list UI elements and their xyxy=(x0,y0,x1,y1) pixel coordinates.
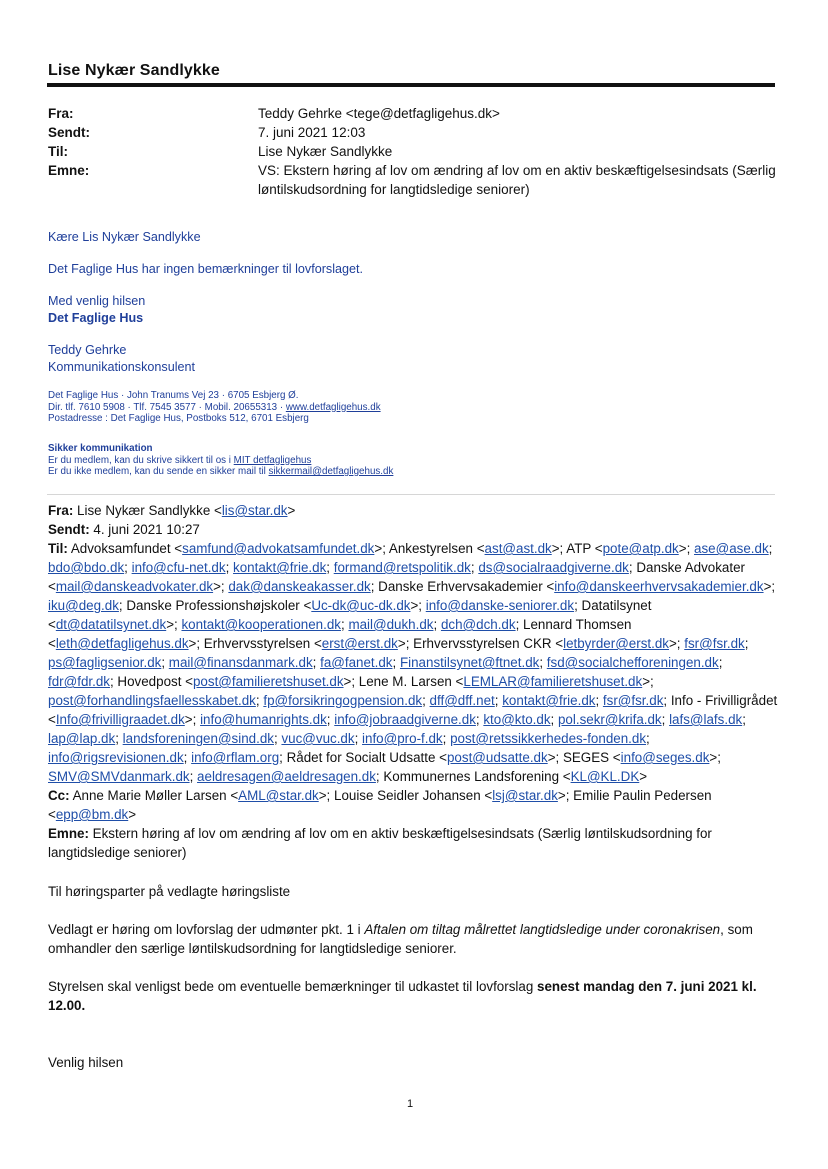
email-link[interactable]: info@jobraadgiverne.dk xyxy=(334,712,476,727)
recipient-text: ; Rådet for Socialt Udsatte < xyxy=(279,750,447,765)
orig-to-label: Til: xyxy=(48,541,68,556)
recipient-text: ; xyxy=(124,560,132,575)
original-message xyxy=(48,501,778,1072)
para-3-text: Styrelsen skal venligst bede om eventuelle bemærkninger til udkastet til lovforslag xyxy=(48,979,538,994)
subject-label: Emne: xyxy=(48,163,90,178)
secure-communication xyxy=(48,443,393,478)
email-link[interactable]: info@seges.dk xyxy=(620,750,710,765)
recipient-text: >; xyxy=(213,579,229,594)
sent-label: Sendt: xyxy=(48,125,90,140)
signature-address xyxy=(48,390,381,425)
email-link[interactable]: mail@dukh.dk xyxy=(348,617,434,632)
recipient-text: ; xyxy=(312,655,321,670)
recipient-text: ; xyxy=(442,731,451,746)
email-link[interactable]: post@familieretshuset.dk xyxy=(192,674,344,689)
orig-cc-line xyxy=(48,786,778,824)
recipient-text: ; Kommunernes Landsforening < xyxy=(375,769,571,784)
recipient-text: >; Louise Seidler Johansen < xyxy=(318,788,493,803)
recipient-text: >; Lene M. Larsen < xyxy=(343,674,464,689)
recipient-list-to xyxy=(48,541,777,784)
recipient-text: ; xyxy=(255,693,264,708)
secure-line-2 xyxy=(48,466,393,478)
recipient-text: ; xyxy=(742,712,746,727)
recipient-text: ; xyxy=(494,693,503,708)
email-link[interactable]: info@humanrights.dk xyxy=(200,712,327,727)
recipient-text: ; xyxy=(326,712,335,727)
email-link[interactable]: fsr@fsr.dk xyxy=(602,693,664,708)
recipient-text: ; xyxy=(433,617,441,632)
recipient-text: >; xyxy=(642,674,654,689)
recipient-text: >; xyxy=(763,579,776,594)
email-link[interactable]: post@retssikkerhedes-fonden.dk xyxy=(450,731,647,746)
reply-org: Det Faglige Hus xyxy=(48,311,144,325)
recipient-text: >; Erhvervsstyrelsen CKR < xyxy=(397,636,564,651)
address-line-2 xyxy=(48,402,381,414)
email-link[interactable]: info@danskeerhvervsakademier.dk xyxy=(554,579,764,594)
email-link[interactable]: vuc@vuc.dk xyxy=(281,731,355,746)
orig-from-name: Lise Nykær Sandlykke < xyxy=(77,503,222,518)
email-link[interactable]: dch@dch.dk xyxy=(440,617,516,632)
recipient-text: Danske Advokater < xyxy=(48,560,746,594)
email-link[interactable]: fdr@fdr.dk xyxy=(48,674,110,689)
recipient-text: ; xyxy=(475,712,484,727)
orig-subject-line xyxy=(48,824,778,862)
recipient-text: ; xyxy=(189,769,198,784)
orig-to-line xyxy=(48,539,778,786)
recipient-text: >; xyxy=(678,541,695,556)
email-link[interactable]: ase@ase.dk xyxy=(694,541,769,556)
recipient-text: >; Emilie Paulin Pedersen < xyxy=(48,788,712,822)
para-2-text-b: , som omhandler den særlige løntilskudsordning for langtidsledige seniorer. xyxy=(48,922,753,956)
secure-line-2-text: Er du ikke medlem, kan du sende en sikker mail til xyxy=(48,466,269,477)
phone-text: Dir. tlf. 7610 5908 · Tlf. 7545 3577 · Mobil. 20655313 · xyxy=(48,401,286,413)
email-link[interactable]: dt@datatilsynet.dk xyxy=(55,617,167,632)
recipient-text: ; xyxy=(161,655,169,670)
email-link[interactable]: LEMLAR@familieretshuset.dk xyxy=(463,674,643,689)
recipient-text: ; Lennard Thomsen < xyxy=(48,617,632,651)
email-link[interactable]: info@rigsrevisionen.dk xyxy=(48,750,184,765)
address-line-3: Postadresse : Det Faglige Hus, Postboks 512, 6701 Esbjerg xyxy=(48,413,309,424)
recipient-text: ; xyxy=(550,712,558,727)
orig-sent-line xyxy=(48,520,778,539)
recipient-text: ; xyxy=(273,731,282,746)
para-3-deadline: senest mandag den 7. juni 2021 kl. 12.00. xyxy=(48,979,757,1013)
recipient-text: ; xyxy=(340,617,349,632)
from-value: Teddy Gehrke <tege@detfagligehus.dk> xyxy=(258,106,500,121)
email-link[interactable]: AML@star.dk xyxy=(238,788,319,803)
email-link[interactable]: fsr@fsr.dk xyxy=(684,636,745,651)
recipient-text: >; ATP < xyxy=(551,541,603,556)
secure-line-1-text: Er du medlem, kan du skrive sikkert til os i xyxy=(48,454,234,466)
email-link[interactable]: post@forhandlingsfaellesskabet.dk xyxy=(48,693,256,708)
orig-subject-value: Ekstern høring af lov om ændring af lov om en aktiv beskæftigelsesindsats (Særlig løntilskudsordning for langtidsledige seniorer) xyxy=(48,826,712,860)
para-2-text-a: Vedlagt er høring om lovforslag der udmønter pkt. 1 i xyxy=(48,922,365,937)
email-header xyxy=(48,104,778,199)
orig-from-email-link[interactable]: lis@star.dk xyxy=(221,503,288,518)
email-link[interactable]: Uc-dk@uc-dk.dk xyxy=(311,598,411,613)
recipient-text: > xyxy=(639,769,648,784)
sender-title: Kommunikationskonsulent xyxy=(48,360,196,374)
secure-line-1 xyxy=(48,455,393,467)
recipient-text: ; xyxy=(326,560,334,575)
orig-subject-label: Emne: xyxy=(48,826,89,841)
sent-value: 7. juni 2021 12:03 xyxy=(258,125,366,140)
recipient-text: ; xyxy=(422,693,430,708)
recipient-text: >; xyxy=(410,598,426,613)
reply-greeting: Kære Lis Nykær Sandlykke xyxy=(48,230,201,244)
email-link[interactable]: samfund@advokatsamfundet.dk xyxy=(182,541,375,556)
orig-from-label: Fra: xyxy=(48,503,74,518)
recipient-list-cc xyxy=(48,788,712,822)
email-link[interactable]: fp@forsikringogpension.dk xyxy=(263,693,423,708)
secure-heading: Sikker kommunikation xyxy=(48,443,153,454)
email-link[interactable]: Info@frivilligraadet.dk xyxy=(55,712,185,727)
email-link[interactable]: epp@bm.dk xyxy=(55,807,129,822)
email-link[interactable]: dff@dff.net xyxy=(429,693,495,708)
recipient-text: >; xyxy=(184,712,201,727)
email-link[interactable]: KL@KL.DK xyxy=(570,769,640,784)
recipient-text: ; xyxy=(354,731,363,746)
email-link[interactable]: bdo@bdo.dk xyxy=(48,560,125,575)
recipient-text: ; xyxy=(115,731,123,746)
website-link[interactable]: www.detfagligehus.dk xyxy=(285,401,381,413)
to-label: Til: xyxy=(48,144,68,159)
recipient-text: >; Ankestyrelsen < xyxy=(374,541,485,556)
email-link[interactable]: mail@danskeadvokater.dk xyxy=(55,579,214,594)
email-link[interactable]: info@pro-f.dk xyxy=(362,731,443,746)
email-link[interactable]: lafs@lafs.dk xyxy=(669,712,743,727)
email-link[interactable]: kontakt@frie.dk xyxy=(502,693,596,708)
mit-detfagligehus-link[interactable]: MIT detfagligehus xyxy=(233,454,312,466)
recipient-text: ; Datatilsynet < xyxy=(48,598,652,632)
recipient-text: ; xyxy=(768,541,773,556)
email-link[interactable]: lsj@star.dk xyxy=(492,788,558,803)
recipient-text: ; xyxy=(392,655,400,670)
recipient-text: > xyxy=(128,807,137,822)
email-link[interactable]: formand@retspolitik.dk xyxy=(333,560,471,575)
email-link[interactable]: pol.sekr@krifa.dk xyxy=(557,712,662,727)
email-link[interactable]: ast@ast.dk xyxy=(484,541,552,556)
email-link[interactable]: info@cfu-net.dk xyxy=(131,560,226,575)
recipient-text: ; Hovedpost < xyxy=(109,674,193,689)
orig-cc-label: Cc: xyxy=(48,788,70,803)
recipient-text: >; xyxy=(709,750,721,765)
email-link[interactable]: post@udsatte.dk xyxy=(446,750,548,765)
email-link[interactable]: mail@finansdanmark.dk xyxy=(168,655,313,670)
recipient-text: ; xyxy=(718,655,723,670)
email-link[interactable]: info@rflam.org xyxy=(191,750,280,765)
body-closing: Venlig hilsen xyxy=(48,1055,124,1070)
reply-text: Det Faglige Hus har ingen bemærkninger til lovforslaget. xyxy=(48,262,363,276)
recipient-text: ; xyxy=(539,655,547,670)
recipient-text: >; Erhvervsstyrelsen < xyxy=(188,636,322,651)
separator xyxy=(47,494,775,495)
subject-value: VS: Ekstern høring af lov om ændring af lov om en aktiv beskæftigelsesindsats (Særlig løntilskudsordning for langtidsledige seniorer) xyxy=(258,163,776,197)
body-para-2 xyxy=(48,920,778,958)
page-number: 1 xyxy=(407,1098,414,1110)
sikkermail-link[interactable]: sikkermail@detfagligehus.dk xyxy=(268,466,394,477)
recipient-text: ; xyxy=(646,731,650,746)
recipient-text: ; xyxy=(595,693,603,708)
email-link[interactable]: erst@erst.dk xyxy=(321,636,398,651)
sender-name: Teddy Gehrke xyxy=(48,343,127,357)
address-line-1: Det Faglige Hus · John Tranums Vej 23 · 6705 Esbjerg Ø. xyxy=(48,390,299,401)
body-para-1: Til høringsparter på vedlagte høringsliste xyxy=(48,884,291,899)
email-link[interactable]: lap@lap.dk xyxy=(48,731,116,746)
mailbox-owner-name: Lise Nykær Sandlykke xyxy=(48,62,220,79)
recipient-text: >; SEGES < xyxy=(547,750,621,765)
email-link[interactable]: pote@atp.dk xyxy=(602,541,679,556)
email-link[interactable]: leth@detfagligehus.dk xyxy=(55,636,189,651)
reply-closing: Med venlig hilsen xyxy=(48,294,146,308)
from-label: Fra: xyxy=(48,106,74,121)
email-link[interactable]: aeldresagen@aeldresagen.dk xyxy=(197,769,376,784)
orig-sent-value: 4. juni 2021 10:27 xyxy=(93,522,200,537)
email-link[interactable]: kontakt@kooperationen.dk xyxy=(181,617,341,632)
email-link[interactable]: info@danske-seniorer.dk xyxy=(425,598,575,613)
recipient-text: ; xyxy=(470,560,479,575)
body-para-3 xyxy=(48,977,778,1015)
recipient-text: Advoksamfundet < xyxy=(70,541,183,556)
recipient-text: >; xyxy=(668,636,685,651)
recipient-text: ; Danske Erhvervsakademier < xyxy=(370,579,555,594)
para-2-italic: Aftalen om tiltag målrettet langtidsledige under coronakrisen xyxy=(364,922,721,937)
email-link[interactable]: SMV@SMVdanmark.dk xyxy=(48,769,190,784)
orig-sent-label: Sendt: xyxy=(48,522,90,537)
recipient-text: ; Danske Professionshøjskoler < xyxy=(118,598,312,613)
recipient-text: ; xyxy=(628,560,637,575)
email-link[interactable]: iku@deg.dk xyxy=(48,598,119,613)
email-link[interactable]: Finanstilsynet@ftnet.dk xyxy=(399,655,540,670)
email-link[interactable]: ds@socialraadgiverne.dk xyxy=(478,560,629,575)
recipient-text: ; xyxy=(225,560,234,575)
email-link[interactable]: kto@kto.dk xyxy=(483,712,551,727)
recipient-text: ; xyxy=(661,712,670,727)
email-link[interactable]: letbyrder@erst.dk xyxy=(563,636,669,651)
recipient-text: ; Info - Frivilligrådet < xyxy=(48,693,778,727)
email-link[interactable]: fsd@socialchefforeningen.dk xyxy=(546,655,719,670)
email-link[interactable]: landsforeningen@sind.dk xyxy=(122,731,274,746)
email-link[interactable]: dak@danskeakasser.dk xyxy=(228,579,371,594)
recipient-text: ; xyxy=(744,636,749,651)
recipient-text: >; xyxy=(166,617,182,632)
recipient-text: Anne Marie Møller Larsen < xyxy=(72,788,239,803)
email-link[interactable]: ps@fagligsenior.dk xyxy=(48,655,162,670)
email-link[interactable]: kontakt@frie.dk xyxy=(233,560,327,575)
email-link[interactable]: fa@fanet.dk xyxy=(320,655,393,670)
recipient-text: ; xyxy=(183,750,192,765)
header-rule xyxy=(47,83,775,87)
to-value: Lise Nykær Sandlykke xyxy=(258,144,393,159)
orig-from-line: Fra: Lise Nykær Sandlykke <lis@star.dk> xyxy=(48,503,296,518)
